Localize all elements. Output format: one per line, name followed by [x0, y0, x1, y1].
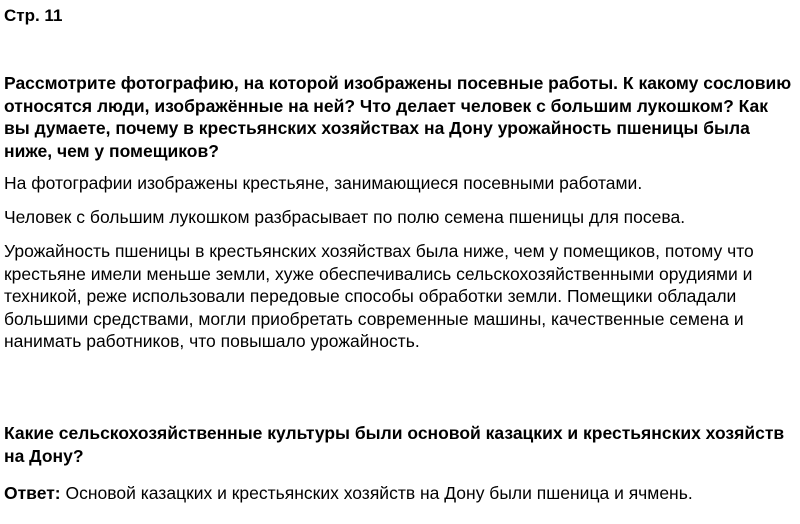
- answer-label: Ответ:: [4, 483, 61, 503]
- page-number: Стр. 11: [4, 6, 63, 25]
- question-1: Рассмотрите фотографию, на которой изображены посевные работы. К какому сословию относятся люди, изображённые на ней? Что делает человек с большим лукошком? Как вы думаете, почему в крестьянских хозяйствах на Дону урожайность пшеницы была ниже, чем у помещиков?: [4, 73, 792, 161]
- answer-paragraph-2: Человек с большим лукошком разбрасывает по полю семена пшеницы для посева.: [4, 207, 686, 227]
- answer-text: Основой казацких и крестьянских хозяйств на Дону были пшеница и ячмень.: [65, 483, 693, 503]
- question-2: Какие сельскохозяйственные культуры были основой казацких и крестьянских хозяйств на Дону?: [4, 423, 785, 466]
- answer-paragraph-4: [4, 482, 796, 505]
- answer-paragraph-3: Урожайность пшеницы в крестьянских хозяйствах была ниже, чем у помещиков, потому что крестьяне имели меньше земли, хуже обеспечивались сельскохозяйственными орудиями и техникой, реже использовали передовые способы обработки земли. Помещики обладали большими средствами, могли приобретать современные машины, качественные семена и нанимать работников, что повышало урожайность.: [4, 241, 754, 351]
- answer-paragraph-1: На фотографии изображены крестьяне, занимающиеся посевными работами.: [4, 173, 643, 193]
